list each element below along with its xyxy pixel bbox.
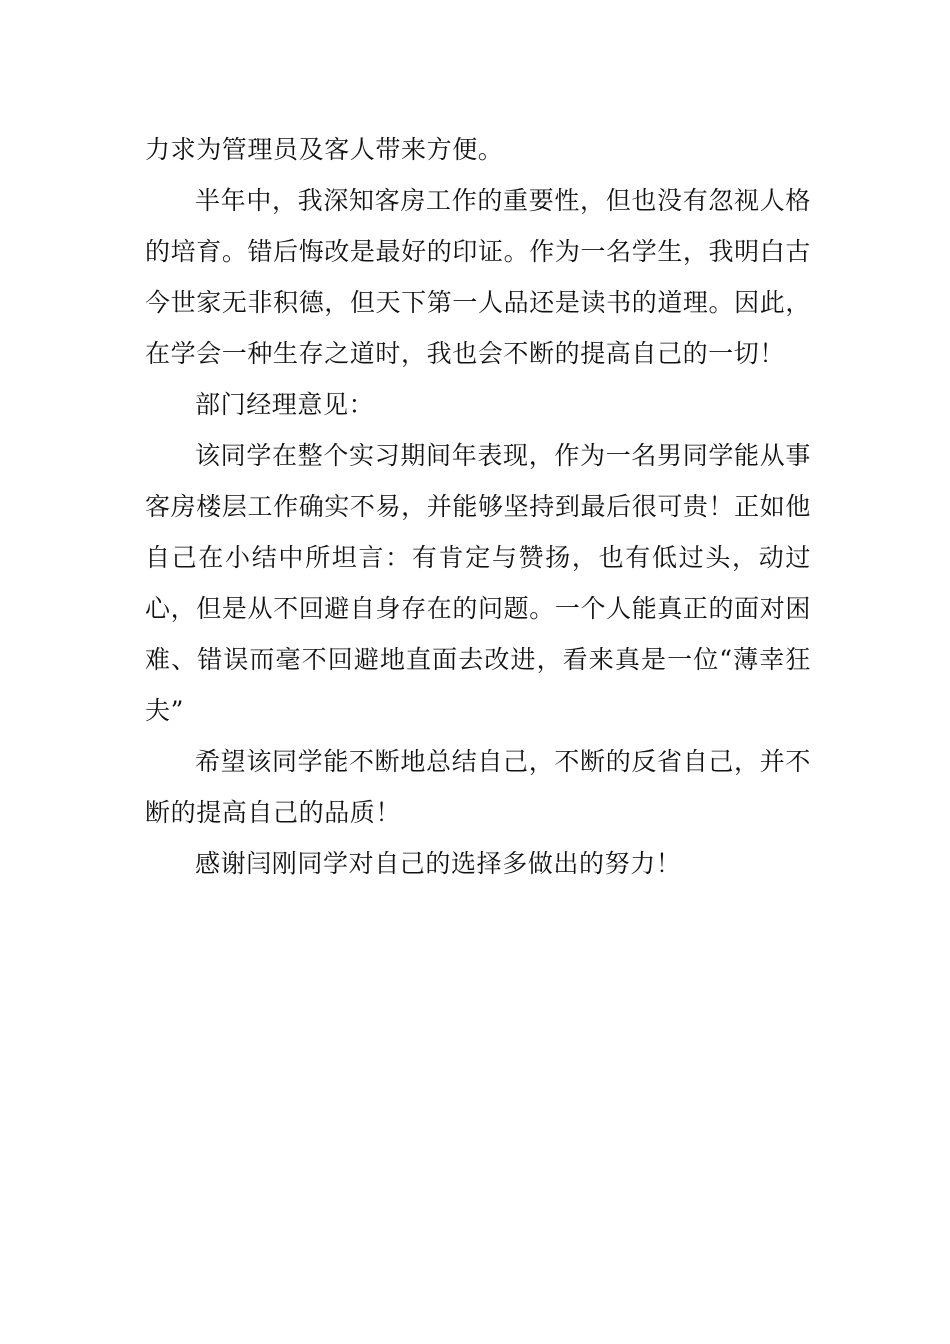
paragraph-half-year: 半年中，我深知客房工作的重要性，但也没有忽视人格的培育。错后悔改是最好的印证。作为一名学生，我明白古今世家无非积德，但天下第一人品还是读书的道理。因此，在学会一种生存之道时，我也会不断的提高自己的一切！	[145, 186, 811, 368]
paragraph-hope: 希望该同学能不断地总结自己，不断的反省自己，并不断的提高自己的品质！	[145, 747, 811, 827]
paragraph-thanks: 感谢闫刚同学对自己的选择多做出的努力！	[195, 849, 682, 878]
paragraph-manager-heading: 部门经理意见：	[195, 390, 375, 419]
document-body	[145, 124, 811, 889]
paragraph-continuation: 力求为管理员及客人带来方便。	[145, 135, 504, 164]
paragraph-manager-opinion: 该同学在整个实习期间年表现，作为一名男同学能从事客房楼层工作确实不易，并能够坚持到最后很可贵！正如他自己在小结中所坦言：有肯定与赞扬，也有低过头，动过心，但是从不回避自身存在的问题。一个人能真正的面对困难、错误而毫不回避地直面去改进，看来真是一位“薄幸狂夫”	[145, 441, 811, 725]
